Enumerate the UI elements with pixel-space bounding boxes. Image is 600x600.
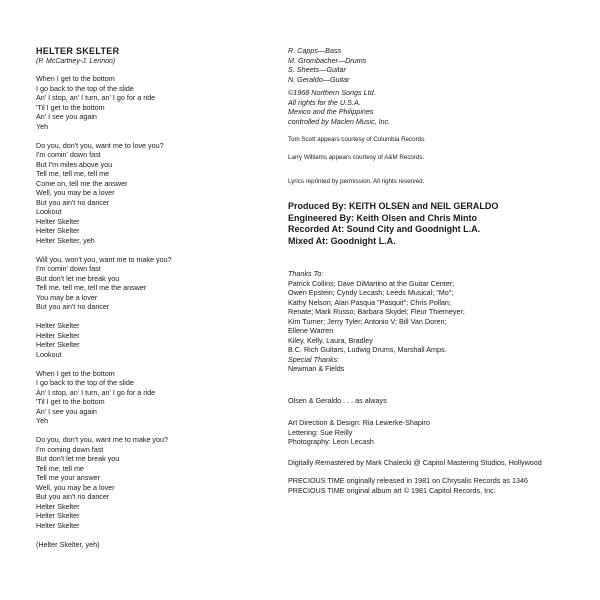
art-credits [288,418,588,447]
lyric-line: Well, you may be a lover [36,188,115,197]
lyric-line: I'm comin' down fast [36,264,101,273]
lyrics-stanza [36,435,276,530]
production-line: Mixed At: Goodnight L.A. [288,235,396,246]
copyright-notice [288,88,588,126]
lyric-line: (Helter Skelter, yeh) [36,539,100,549]
release-line: PRECIOUS TIME originally released in 1981 on Chrysalis Records as 1346 [288,476,528,485]
production-line: Engineered By: Keith Olsen and Chris Minto [288,212,478,223]
release-line: PRECIOUS TIME original album art © 1981 Capitol Records, Inc. [288,485,496,495]
production-line: Recorded At: Sound City and Goodnight L.A. [288,224,481,234]
lyric-line: Do you, don't you, want me to love you? [36,140,164,150]
lyric-line: I go back to the top of the slide [36,83,134,93]
lyric-line: Helter Skelter [36,340,80,349]
lyric-line: Lookout [36,207,62,216]
lyric-line: But I'm miles above you [36,159,113,169]
song-title: HELTER SKELTER [36,46,120,56]
musician-line: N. Geraldo—Guitar [288,74,350,84]
lyric-line: 'Til I get to the bottom [36,102,105,112]
lyric-line: Come on, tell me the answer [36,178,128,188]
lyric-line: An' I stop, an' I turn, an' I go for a ride [36,93,156,102]
lyric-line: You may be a lover [36,292,98,302]
lyric-line: Helter Skelter [36,511,80,520]
lyric-line: Yeh [36,416,49,425]
lyrics-stanza [36,321,276,359]
release-info [288,476,588,495]
lyric-line: But you ain't no dancer [36,197,110,207]
thanks-line: B.C. Rich Guitars, Ludwig Drums, Marshall Amps. [288,345,447,354]
lyric-line: But you ain't no dancer [36,492,110,501]
thanks-line: Ellene Warren [288,326,334,335]
lyric-line: Yeh [36,121,49,131]
thanks-line: Kim Turner; Jerry Tyler; Antonio V; Bill Van Doren; [288,316,447,326]
lyric-line: Helter Skelter [36,226,80,235]
art-line: Lettering: Sue Reilly [288,427,353,437]
lyric-line: When I get to the bottom [36,368,115,378]
lyrics-stanza [36,141,276,246]
lyric-line: An' I see you again [36,406,97,416]
lyric-line: 'Til I get to the bottom [36,397,105,406]
thanks-line: Patrick Collins; Dave DiMartino at the Guitar Center; [288,278,455,288]
thanks-section [288,269,588,374]
lyric-line: I'm coming down fast [36,444,104,454]
lyric-line: Lookout [36,349,62,359]
thanks-line: Owen Epstein; Cyndy Lecash; Leeds Musical; "Mo"; [288,288,454,297]
lyric-line: But don't let me break you [36,454,120,463]
lyric-line: An' I stop, an' I turn, an' I go for a ride [36,387,156,397]
lyrics-stanza [36,540,276,550]
lyric-line: Helter Skelter [36,216,80,226]
thanks-line: Kiley, Kelly, Laura, Bradley [288,335,373,345]
lyric-line: Helter Skelter [36,330,80,340]
lyric-line: When I get to the bottom [36,74,115,83]
lyric-line: Tell me, tell me, tell me [36,169,110,178]
lyric-line: But you ain't no dancer [36,302,110,311]
lyrics-stanza [36,255,276,312]
lyric-line: Helter Skelter, yeh [36,235,95,245]
lyrics-stanza [36,369,276,426]
reprint-notice: Lyrics reprinted by permission. All rights reserved. [288,178,425,185]
lyric-line: I go back to the top of the slide [36,378,134,387]
production-credits [288,201,588,247]
lyric-line: But don't let me break you [36,273,120,283]
lyric-line: Helter Skelter [36,321,80,330]
lyric-line: I'm comin' down fast [36,150,101,159]
musician-line: R. Capps—Bass [288,46,342,55]
special-thanks-line: Newman & Fields [288,364,345,373]
lyric-line: An' I see you again [36,112,97,121]
copyright-line: controlled by Maclen Music, Inc. [288,116,391,126]
lyric-line: Helter Skelter [36,520,80,530]
thanks-heading: Thanks To: [288,269,324,278]
lyric-line: Tell me, tell me [36,463,84,473]
song-credit: (P. McCartney-J. Lennon) [36,58,116,65]
musicians-list [288,46,588,84]
courtesy-tom-scott: Tom Scott appears courtesy of Columbia Records. [288,136,426,143]
lyric-line: Well, you may be a lover [36,482,115,492]
lyric-line: Will you, won't you, want me to make you? [36,254,172,264]
musician-line: M. Grombacher—Drums [288,55,367,65]
lyric-line: Tell me, tell me, tell me the answer [36,283,147,292]
special-thanks-heading: Special Thanks: [288,354,340,364]
copyright-line: All rights for the U.S.A. [288,97,361,107]
copyright-line: Mexico and the Philippines [288,107,374,116]
art-line: Photography: Leon Lecash [288,437,374,446]
lyric-line: Tell me your answer [36,473,100,482]
thanks-line: Kathy Nelson; Alan Pasqua "Pasquit"; Chris Pollan; [288,297,451,307]
production-line: Produced By: KEITH OLSEN and NEIL GERALDO [288,201,499,211]
lyric-line: Helter Skelter [36,501,80,511]
courtesy-larry-williams: Larry Williams appears courtesy of A&M Records. [288,154,425,161]
lyrics [36,74,276,559]
art-line: Art Direction & Design: Ria Lewerke-Shapiro [288,418,430,427]
lyric-line: Do you, don't you, want me to make you? [36,435,169,444]
olsen-geraldo-line: Olsen & Geraldo . . . as always [288,396,387,405]
lyrics-stanza [36,74,276,131]
musician-line: S. Sheets—Guitar [288,65,346,74]
copyright-line: ©1968 Northern Songs Ltd. [288,88,376,97]
remaster-credit: Digitally Remastered by Mark Chalecki @ Capitol Mastering Studios, Hollywood [288,458,542,467]
thanks-line: Renate; Mark Russo; Barbara Skydel; Fleur Thiemeyer; [288,307,465,316]
